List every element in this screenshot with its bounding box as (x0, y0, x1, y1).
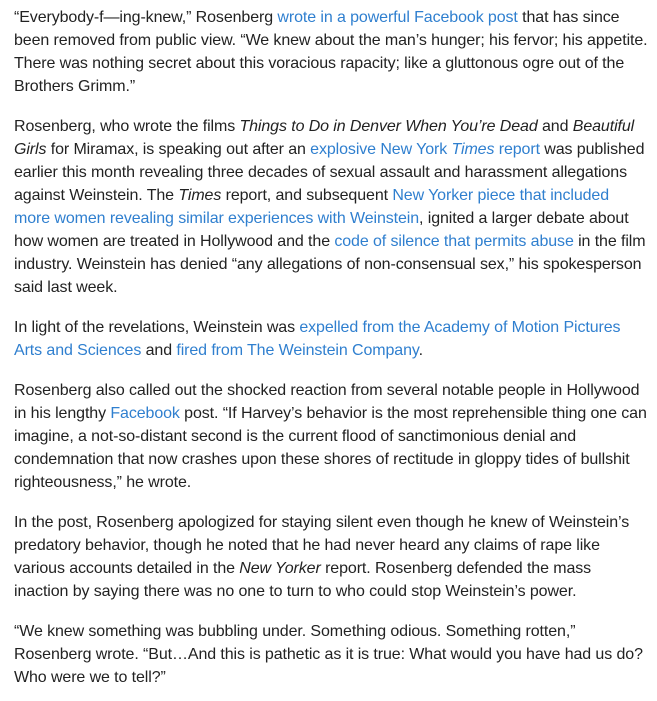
body-text: report. Rosenberg defended the mass inaction by saying there was no one to turn to who could stop Weinstein’s power. (14, 560, 592, 600)
link-nyt-report[interactable]: explosive New York (310, 141, 452, 158)
article-paragraph (14, 115, 649, 299)
body-text: Rosenberg also called out the shocked reaction from several notable people in Hollywood in his lengthy (14, 382, 640, 422)
link-academy-expelled[interactable]: expelled from the Academy of Motion Pictures Arts and Sciences (14, 319, 621, 359)
link-facebook[interactable]: Facebook (110, 405, 180, 422)
article-paragraph (14, 316, 649, 362)
body-text: In light of the revelations, Weinstein was (14, 319, 300, 336)
body-text: and (141, 342, 177, 359)
body-text: , ignited a larger debate about how women are treated in Hollywood and the (14, 210, 629, 250)
emphasized-title: New Yorker (239, 560, 321, 577)
link-code-of-silence[interactable]: code of silence that permits abuse (334, 233, 574, 250)
article-paragraph (14, 511, 649, 603)
emphasized-title: Beautiful Girls (14, 118, 635, 158)
article-paragraph (14, 6, 649, 98)
link-nyt-report-end[interactable]: report (494, 141, 540, 158)
body-text: was published earlier this month revealing three decades of sexual assault and harassment allegations against Weinstein. The (14, 141, 645, 204)
body-text: for Miramax, is speaking out after an (46, 141, 311, 158)
body-text: . (418, 342, 423, 359)
body-text: “Everybody-f—ing-knew,” Rosenberg (14, 9, 278, 26)
link-new-yorker-piece[interactable]: New Yorker piece that included more women revealing similar experiences with Weinstein (14, 187, 610, 227)
link-fired-weinstein-company[interactable]: fired from The Weinstein Company (176, 342, 419, 359)
body-text: In the post, Rosenberg apologized for staying silent even though he knew of Weinstein’s predatory behavior, though he noted that he had never heard any claims of rape like various accounts detailed in the (14, 514, 630, 577)
body-text: that has since been removed from public view. “We knew about the man’s hunger; his fervor; his appetite. There was nothing secret about this voracious rapacity; like a gluttonous ogre out of the Brothers Grimm.” (14, 9, 648, 95)
body-text: post. “If Harvey’s behavior is the most reprehensible thing one can imagine, a not-so-distant second is the current flood of sanctimonious denial and condemnation that now crashes upon these shores of rectitude in gloppy tides of bullshit righteousness,” he wrote. (14, 405, 647, 491)
body-text: report, and subsequent (221, 187, 393, 204)
link-emphasis: Times (451, 141, 495, 158)
body-text: in the film industry. Weinstein has denied “any allegations of non-consensual sex,” his spokesperson said last week. (14, 233, 646, 296)
body-text: “We knew something was bubbling under. Something odious. Something rotten,” Rosenberg wrote. “But…And this is pathetic as it is true: What would you have had us do? Who were we to tell?” (14, 623, 643, 686)
body-text: Rosenberg, who wrote the films (14, 118, 240, 135)
article-paragraph (14, 379, 649, 494)
link-facebook-post[interactable]: wrote in a powerful Facebook post (277, 9, 518, 26)
emphasized-title: Things to Do in Denver When You’re Dead (239, 118, 538, 135)
emphasized-title: Times (178, 187, 222, 204)
body-text: and (537, 118, 573, 135)
article-paragraph (14, 620, 649, 689)
link-nyt-report-times[interactable] (451, 141, 494, 158)
